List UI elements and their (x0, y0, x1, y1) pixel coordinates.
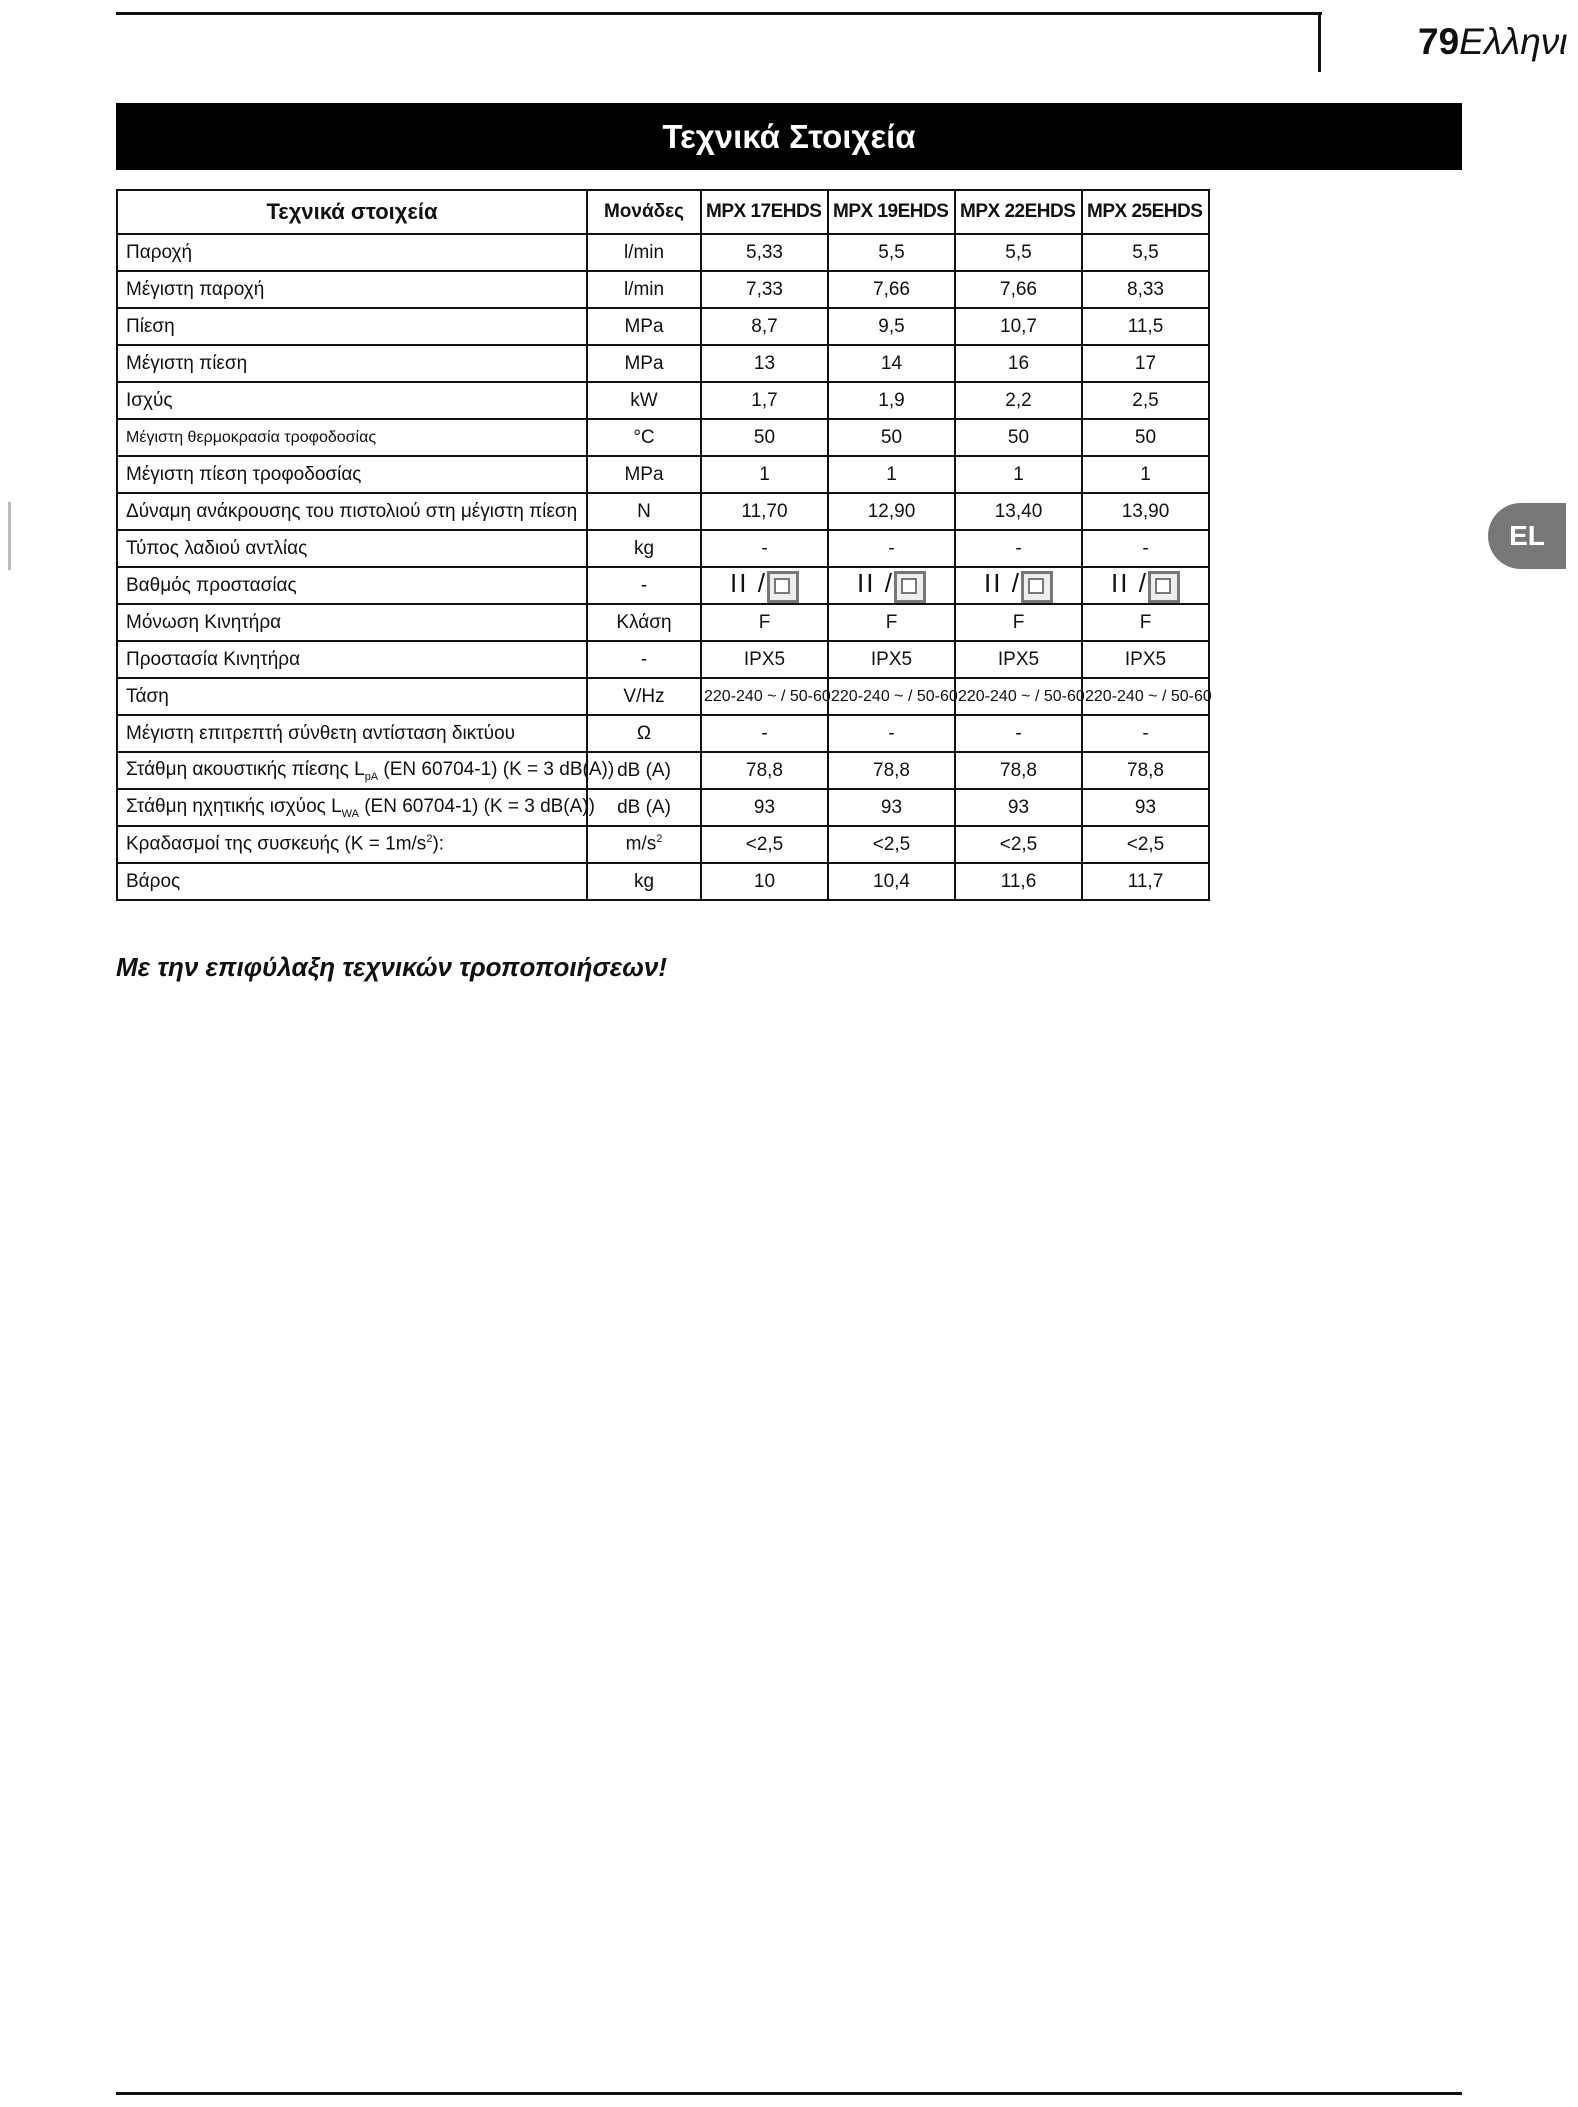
table-row (117, 678, 1209, 715)
top-corner-rule (1318, 12, 1321, 72)
row-label-text: Βαθμός προστασίας (126, 574, 297, 596)
value-cell-model-2: F (828, 604, 955, 641)
header-label: Τεχνικά στοιχεία (117, 190, 587, 234)
row-units (587, 641, 701, 678)
table-row (117, 456, 1209, 493)
row-units (587, 715, 701, 752)
row-units-text: - (640, 574, 648, 596)
row-label-subscript: pA (364, 770, 379, 783)
value-cell-model-2: - (828, 715, 955, 752)
value-cell-model-1: 7,33 (701, 271, 828, 308)
value-cell-model-4: - (1082, 530, 1209, 567)
value-cell-model-2: 78,8 (828, 752, 955, 789)
row-label-text: Μόνωση Κινητήρα (126, 611, 282, 633)
table-row (117, 345, 1209, 382)
table-row (117, 789, 1209, 826)
value-cell-model-1: - (701, 530, 828, 567)
row-label-text: Μέγιστη παροχή (126, 278, 265, 300)
row-units-text: kg (633, 870, 655, 892)
row-label-text: Στάθμη ηχητικής ισχύος L (126, 795, 342, 817)
value-cell-model-3: - (955, 715, 1082, 752)
table-header-row (117, 190, 1209, 234)
row-label-text: Τάση (126, 685, 169, 707)
value-cell-model-1 (701, 567, 828, 604)
value-cell-model-2: <2,5 (828, 826, 955, 863)
value-cell-model-3: 78,8 (955, 752, 1082, 789)
value-cell-model-3: 16 (955, 345, 1082, 382)
value-cell-model-4: 17 (1082, 345, 1209, 382)
row-units-text: MPa (624, 315, 664, 337)
row-units-text: Ω (636, 722, 652, 744)
value-cell-model-4: 1 (1082, 456, 1209, 493)
row-units-superscript: 2 (656, 833, 663, 846)
row-label-text: Ισχύς (126, 389, 173, 411)
row-units (587, 530, 701, 567)
row-units (587, 271, 701, 308)
row-units (587, 863, 701, 900)
header-model-1: MPX 17EHDS (701, 190, 828, 234)
table-row (117, 419, 1209, 456)
double-insulation-icon (894, 571, 926, 603)
row-units-text: m/s (625, 833, 657, 855)
row-label (117, 530, 587, 567)
value-cell-model-4: IPX5 (1082, 641, 1209, 678)
value-cell-model-1: 11,70 (701, 493, 828, 530)
row-label-tail: (EN 60704-1) (K = 3 dB(A)) (378, 758, 615, 780)
value-cell-model-1: 78,8 (701, 752, 828, 789)
row-units-text: Κλάση (616, 611, 672, 633)
technical-data-table (116, 189, 1210, 901)
protection-class-text: II / (730, 568, 767, 598)
value-cell-model-2: IPX5 (828, 641, 955, 678)
row-units-text: MPa (624, 352, 664, 374)
header-model-3: MPX 22EHDS (955, 190, 1082, 234)
value-cell-model-4: F (1082, 604, 1209, 641)
value-cell-model-2: 1,9 (828, 382, 955, 419)
row-label (117, 715, 587, 752)
value-cell-model-4: 50 (1082, 419, 1209, 456)
value-cell-model-1: <2,5 (701, 826, 828, 863)
value-cell-model-4: 93 (1082, 789, 1209, 826)
table-row (117, 567, 1209, 604)
row-units-text: kW (630, 389, 658, 411)
table-row (117, 530, 1209, 567)
value-cell-model-3: F (955, 604, 1082, 641)
value-cell-model-4 (1082, 567, 1209, 604)
value-cell-model-2: 220-240 ~ / 50-60 (828, 678, 955, 715)
value-cell-model-2 (828, 567, 955, 604)
language-tab: EL (1488, 503, 1566, 569)
table-body (117, 234, 1212, 900)
protection-class-text: II / (1111, 568, 1148, 598)
protection-class-text: II / (857, 568, 894, 598)
row-label (117, 382, 587, 419)
value-cell-model-3: 10,7 (955, 308, 1082, 345)
row-label-text: Μέγιστη θερμοκρασία τροφοδοσίας (126, 428, 377, 446)
row-units-text: - (640, 648, 648, 670)
row-units-text: °C (633, 426, 655, 448)
row-label (117, 234, 587, 271)
value-cell-model-4: 11,7 (1082, 863, 1209, 900)
row-units-text: N (637, 500, 651, 522)
footnote: Με την επιφύλαξη τεχνικών τροποποιήσεων! (116, 952, 668, 982)
value-cell-model-3: 1 (955, 456, 1082, 493)
value-cell-model-2: 1 (828, 456, 955, 493)
value-cell-model-2: 9,5 (828, 308, 955, 345)
value-cell-model-1: - (701, 715, 828, 752)
row-units-text: l/min (623, 278, 665, 300)
margin-mark (8, 502, 11, 570)
table-row (117, 308, 1209, 345)
table-row (117, 382, 1209, 419)
row-label (117, 308, 587, 345)
row-units (587, 604, 701, 641)
row-label (117, 271, 587, 308)
value-cell-model-2: 50 (828, 419, 955, 456)
value-cell-model-1: 93 (701, 789, 828, 826)
value-cell-model-4: 220-240 ~ / 50-60 (1082, 678, 1209, 715)
value-cell-model-3: 5,5 (955, 234, 1082, 271)
row-label-text: Προστασία Κινητήρα (126, 648, 301, 670)
page-header (1418, 14, 1568, 70)
table-row (117, 752, 1209, 789)
value-cell-model-2: 7,66 (828, 271, 955, 308)
value-cell-model-2: 10,4 (828, 863, 955, 900)
row-units (587, 308, 701, 345)
row-units (587, 345, 701, 382)
table-row (117, 604, 1209, 641)
row-units-text: V/Hz (623, 685, 665, 707)
row-label-superscript: 2 (426, 833, 433, 846)
value-cell-model-3: 13,40 (955, 493, 1082, 530)
row-label-tail: (EN 60704-1) (K = 3 dB(A)) (358, 795, 595, 817)
value-cell-model-3: 7,66 (955, 271, 1082, 308)
value-cell-model-3: 93 (955, 789, 1082, 826)
value-cell-model-4: 11,5 (1082, 308, 1209, 345)
value-cell-model-1: IPX5 (701, 641, 828, 678)
value-cell-model-3: 50 (955, 419, 1082, 456)
row-label (117, 678, 587, 715)
table-row (117, 493, 1209, 530)
value-cell-model-1: 13 (701, 345, 828, 382)
value-cell-model-4: 5,5 (1082, 234, 1209, 271)
row-units-text: l/min (623, 241, 665, 263)
row-units (587, 678, 701, 715)
value-cell-model-1: 50 (701, 419, 828, 456)
value-cell-model-3 (955, 567, 1082, 604)
section-title: Τεχνικά Στοιχεία (116, 103, 1462, 170)
table-row (117, 271, 1209, 308)
row-units-text: kg (633, 537, 655, 559)
row-label-text: Κραδασμοί της συσκευής (K = 1m/s (126, 833, 427, 855)
header-model-2: MPX 19EHDS (828, 190, 955, 234)
value-cell-model-1: F (701, 604, 828, 641)
value-cell-model-3: 220-240 ~ / 50-60 (955, 678, 1082, 715)
value-cell-model-3: - (955, 530, 1082, 567)
header-units: Μονάδες (587, 190, 701, 234)
value-cell-model-4: <2,5 (1082, 826, 1209, 863)
row-label (117, 567, 587, 604)
row-label (117, 641, 587, 678)
page-language: Ελληνι (1459, 21, 1568, 62)
value-cell-model-1: 220-240 ~ / 50-60 (701, 678, 828, 715)
row-label-text: Μέγιστη πίεση (126, 352, 248, 374)
row-label-text: Πίεση (126, 315, 175, 337)
value-cell-model-1: 1 (701, 456, 828, 493)
row-label (117, 826, 587, 863)
row-label-text: Παροχή (126, 241, 193, 263)
value-cell-model-2: - (828, 530, 955, 567)
value-cell-model-1: 1,7 (701, 382, 828, 419)
top-rule (116, 12, 1322, 15)
header-model-4: MPX 25EHDS (1082, 190, 1209, 234)
value-cell-model-1: 10 (701, 863, 828, 900)
value-cell-model-2: 14 (828, 345, 955, 382)
row-label-text: Μέγιστη πίεση τροφοδοσίας (126, 463, 362, 485)
value-cell-model-1: 5,33 (701, 234, 828, 271)
row-units (587, 419, 701, 456)
bottom-rule (116, 2092, 1462, 2095)
table-row (117, 641, 1209, 678)
page-number: 79 (1418, 21, 1460, 62)
row-label (117, 604, 587, 641)
value-cell-model-3: <2,5 (955, 826, 1082, 863)
row-units (587, 826, 701, 863)
value-cell-model-3: IPX5 (955, 641, 1082, 678)
row-units (587, 789, 701, 826)
row-label (117, 493, 587, 530)
value-cell-model-2: 5,5 (828, 234, 955, 271)
value-cell-model-4: 78,8 (1082, 752, 1209, 789)
row-label-text: Μέγιστη επιτρεπτή σύνθετη αντίσταση δικτύου (126, 722, 516, 744)
double-insulation-icon (1021, 571, 1053, 603)
value-cell-model-4: 2,5 (1082, 382, 1209, 419)
row-label (117, 456, 587, 493)
row-units-text: dB (A) (617, 759, 671, 781)
value-cell-model-2: 12,90 (828, 493, 955, 530)
table-row (117, 863, 1209, 900)
double-insulation-icon (1148, 571, 1180, 603)
table-row (117, 234, 1209, 271)
row-label-text: Δύναμη ανάκρουσης του πιστολιού στη μέγιστη πίεση (126, 500, 578, 522)
row-label-text: Στάθμη ακουστικής πίεσης L (126, 758, 365, 780)
value-cell-model-2: 93 (828, 789, 955, 826)
row-units (587, 493, 701, 530)
table-row (117, 826, 1209, 863)
row-units-text: dB (A) (617, 796, 671, 818)
row-label-text: Τύπος λαδιού αντλίας (126, 537, 308, 559)
row-label (117, 752, 615, 789)
row-label-text: Βάρος (126, 870, 181, 892)
row-label (117, 789, 595, 826)
table-row (117, 715, 1209, 752)
value-cell-model-4: - (1082, 715, 1209, 752)
double-insulation-icon (767, 571, 799, 603)
value-cell-model-1: 8,7 (701, 308, 828, 345)
row-units (587, 382, 701, 419)
row-label (117, 345, 587, 382)
value-cell-model-3: 2,2 (955, 382, 1082, 419)
row-units (587, 234, 701, 271)
row-units (587, 456, 701, 493)
row-units-text: MPa (624, 463, 664, 485)
row-label (117, 419, 587, 456)
row-label (117, 863, 587, 900)
row-label-tail: ): (432, 833, 445, 855)
row-label-subscript: WA (341, 807, 359, 820)
value-cell-model-3: 11,6 (955, 863, 1082, 900)
protection-class-text: II / (984, 568, 1021, 598)
value-cell-model-4: 8,33 (1082, 271, 1209, 308)
value-cell-model-4: 13,90 (1082, 493, 1209, 530)
row-units (587, 567, 701, 604)
